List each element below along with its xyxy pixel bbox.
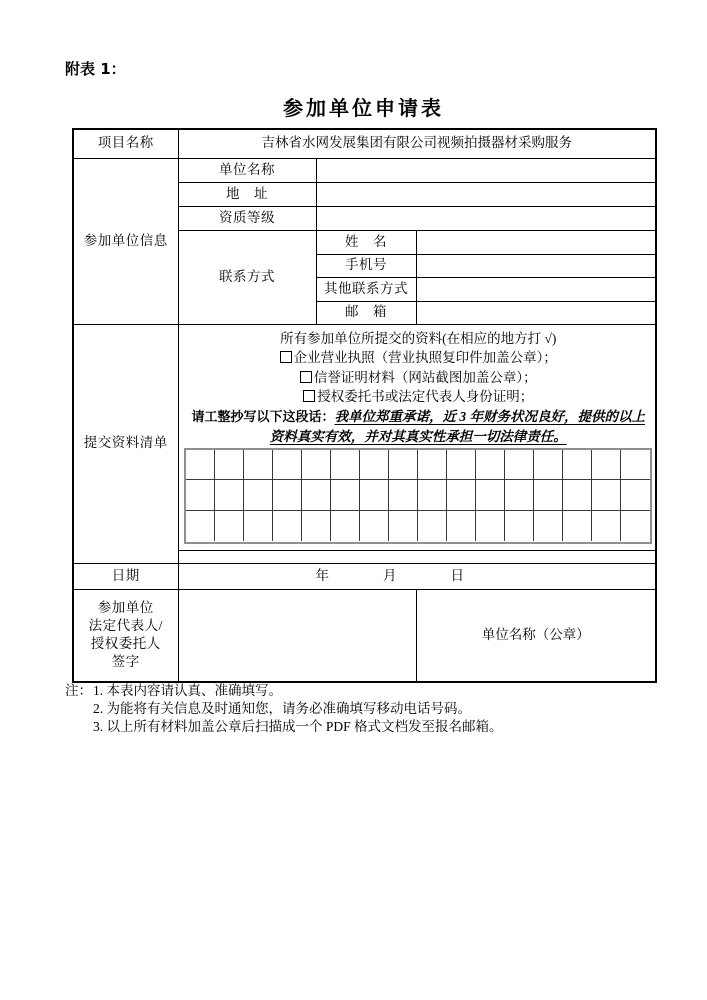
table-row [73, 129, 656, 158]
grid-cell[interactable] [273, 450, 302, 481]
other-contact-label: 其他联系方式 [316, 277, 416, 301]
address-value-cell[interactable] [316, 182, 656, 206]
table-row [73, 589, 656, 682]
qualification-level-label: 资质等级 [178, 206, 316, 230]
grid-cell[interactable] [331, 480, 360, 511]
grid-cell[interactable] [331, 450, 360, 481]
grid-cell[interactable] [534, 450, 563, 481]
email-label: 邮 箱 [316, 301, 416, 324]
grid-cell[interactable] [447, 511, 476, 542]
table-row [73, 563, 656, 589]
grid-cell[interactable] [592, 511, 621, 542]
table-row [73, 324, 656, 563]
unit-name-label: 单位名称 [178, 158, 316, 182]
project-name-value: 吉林省水网发展集团有限公司视频拍摄器材采购服务 [178, 129, 656, 158]
grid-cell[interactable] [186, 511, 215, 542]
grid-cell[interactable] [331, 511, 360, 542]
grid-cell[interactable] [389, 511, 418, 542]
grid-cell[interactable] [563, 511, 592, 542]
grid-cell[interactable] [447, 450, 476, 481]
grid-cell[interactable] [418, 450, 447, 481]
grid-cell[interactable] [621, 480, 650, 511]
materials-content-cell [178, 324, 656, 563]
contact-name-value-cell[interactable] [416, 230, 656, 254]
signature-section-label [73, 589, 178, 682]
grid-cell[interactable] [563, 480, 592, 511]
grid-cell[interactable] [244, 480, 273, 511]
grid-cell[interactable] [215, 450, 244, 481]
grid-cell[interactable] [302, 450, 331, 481]
note-item: 3. 以上所有材料加盖公章后扫描成一个 PDF 格式文档发至报名邮箱。 [93, 719, 503, 734]
grid-cell[interactable] [592, 480, 621, 511]
grid-cell[interactable] [592, 450, 621, 481]
other-contact-value-cell[interactable] [416, 277, 656, 301]
mobile-number-value-cell[interactable] [416, 254, 656, 277]
signature-label-line: 签字 [111, 654, 140, 670]
materials-section-label: 提交资料清单 [73, 324, 178, 563]
checklist-intro: 所有参加单位所提交的资料(在相应的地方打 √) [280, 330, 557, 346]
grid-cell[interactable] [389, 450, 418, 481]
checkbox-icon[interactable] [280, 351, 292, 363]
grid-cell[interactable] [621, 450, 650, 481]
date-day-label: 日 [450, 567, 464, 583]
date-month-label: 月 [383, 567, 397, 583]
checklist-item [186, 368, 652, 388]
grid-cell[interactable] [360, 511, 389, 542]
date-value-cell[interactable] [178, 563, 656, 589]
grid-cell[interactable] [360, 450, 389, 481]
materials-footer-strip [179, 550, 656, 563]
grid-cell[interactable] [215, 480, 244, 511]
date-year-label: 年 [315, 567, 329, 583]
checklist-item-label: 信誉证明材料（网站截图加盖公章）； [313, 369, 537, 385]
grid-cell[interactable] [418, 511, 447, 542]
checklist-item-label: 企业营业执照（营业执照复印件加盖公章）； [293, 350, 557, 365]
grid-cell[interactable] [244, 450, 273, 481]
signature-label-line: 参加单位 [97, 600, 154, 616]
handwriting-grid[interactable] [184, 448, 653, 544]
signature-label-line: 法定代表人/ [88, 618, 163, 634]
date-label: 日期 [73, 563, 178, 589]
grid-cell[interactable] [302, 480, 331, 511]
unit-info-section-label: 参加单位信息 [73, 158, 178, 324]
note-item: 2. 为能将有关信息及时通知您，请务必准确填写移动电话号码。 [93, 701, 471, 716]
address-label: 地 址 [178, 182, 316, 206]
project-name-label: 项目名称 [73, 129, 178, 158]
grid-cell[interactable] [273, 511, 302, 542]
mobile-number-label: 手机号 [316, 254, 416, 277]
pledge-text: 我单位郑重承诺，近 3 年财务状况良好，提供的以上资料真实有效，并对其真实性承担一切法律责任。 [269, 408, 645, 444]
copy-instruction: 请工整抄写以下这段话： [191, 409, 335, 425]
grid-cell[interactable] [505, 450, 534, 481]
grid-cell[interactable] [476, 450, 505, 481]
grid-cell[interactable] [244, 511, 273, 542]
contact-name-label: 姓 名 [316, 230, 416, 254]
materials-checklist [179, 325, 656, 445]
grid-cell[interactable] [215, 511, 244, 542]
seal-label-cell [416, 589, 656, 682]
unit-name-value-cell[interactable] [316, 158, 656, 182]
checklist-item [186, 348, 652, 368]
checkbox-icon[interactable] [303, 390, 315, 402]
contact-method-label: 联系方式 [178, 230, 316, 324]
grid-cell[interactable] [418, 480, 447, 511]
grid-cell[interactable] [447, 480, 476, 511]
footnotes [65, 682, 645, 736]
grid-cell[interactable] [621, 511, 650, 542]
note-item: 1. 本表内容请认真、准确填写。 [93, 683, 282, 698]
grid-cell[interactable] [476, 511, 505, 542]
grid-cell[interactable] [505, 511, 534, 542]
checklist-item [186, 387, 652, 407]
notes-prefix: 注： [65, 683, 92, 698]
grid-cell[interactable] [360, 480, 389, 511]
application-form-table [72, 128, 657, 683]
seal-label: 单位名称（公章） [481, 626, 590, 642]
grid-cell[interactable] [505, 480, 534, 511]
grid-cell[interactable] [273, 480, 302, 511]
checklist-item-label: 授权委托书或法定代表人身份证明； [317, 389, 534, 404]
page-title: 参加单位申请表 [283, 98, 444, 120]
signature-area-cell[interactable] [178, 589, 416, 682]
email-value-cell[interactable] [416, 301, 656, 324]
grid-cell[interactable] [302, 511, 331, 542]
grid-cell[interactable] [534, 511, 563, 542]
grid-cell[interactable] [389, 480, 418, 511]
checkbox-icon[interactable] [300, 371, 312, 383]
grid-cell[interactable] [563, 450, 592, 481]
grid-cell[interactable] [534, 480, 563, 511]
signature-label-line: 授权委托人 [90, 636, 161, 652]
grid-cell[interactable] [186, 480, 215, 511]
grid-cell[interactable] [186, 450, 215, 481]
table-row [73, 158, 656, 182]
qualification-level-value-cell[interactable] [316, 206, 656, 230]
grid-cell[interactable] [476, 480, 505, 511]
pledge-line [186, 407, 652, 447]
appendix-label: 附表 1： [65, 60, 126, 78]
